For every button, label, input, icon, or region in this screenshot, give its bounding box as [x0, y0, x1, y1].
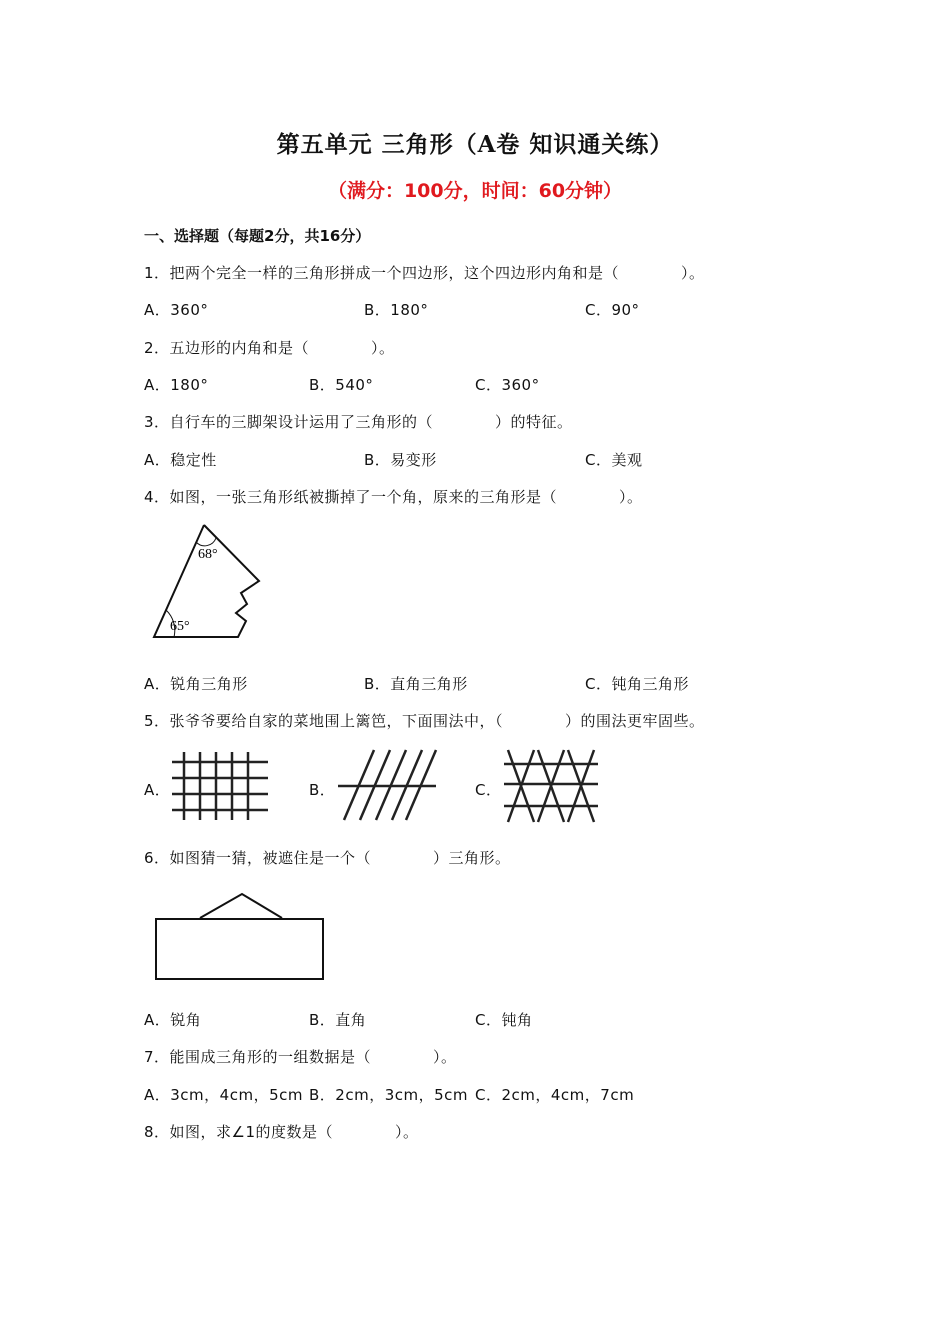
q1-option-a: A．360°	[144, 301, 209, 319]
covered-triangle-figure	[150, 888, 330, 986]
question-4-stem: 4．如图，一张三角形纸被撕掉了一个角，原来的三角形是（ ）。	[144, 488, 643, 506]
q7-option-c: C．2cm，4cm，7cm	[475, 1086, 635, 1104]
fence-grid-figure	[168, 748, 272, 824]
top-angle-arc	[196, 538, 216, 546]
fence-grid-lines	[172, 752, 268, 820]
q1-option-c: C．90°	[585, 301, 640, 319]
q5-option-b: B．	[309, 781, 336, 799]
question-8-stem: 8．如图，求∠1的度数是（ ）。	[144, 1123, 419, 1141]
q4-option-a: A．锐角三角形	[144, 675, 248, 693]
question-6-stem: 6．如图猜一猜，被遮住是一个（ ）三角形。	[144, 849, 511, 867]
bottom-angle-label: 65°	[170, 619, 190, 634]
q4-option-b: B．直角三角形	[364, 675, 468, 693]
q6-option-c: C．钝角	[475, 1011, 533, 1029]
visible-triangle-top	[200, 894, 282, 918]
q3-option-c: C．美观	[585, 451, 643, 469]
q2-option-b: B．540°	[309, 376, 374, 394]
top-angle-label: 68°	[198, 547, 218, 562]
q2-option-a: A．180°	[144, 376, 209, 394]
q6-option-a: A．锐角	[144, 1011, 202, 1029]
q5-option-c: C．	[475, 781, 502, 799]
page-title: 第五单元 三角形（A卷 知识通关练）	[276, 131, 674, 158]
page-subtitle: （满分：100分，时间：60分钟）	[327, 180, 623, 202]
fence-slanted-lines	[338, 750, 436, 820]
torn-triangle-figure	[148, 520, 268, 644]
q4-option-c: C．钝角三角形	[585, 675, 689, 693]
q1-option-b: B．180°	[364, 301, 429, 319]
fence-triangle-figure	[500, 748, 600, 824]
question-1-stem: 1．把两个完全一样的三角形拼成一个四边形，这个四边形内角和是（ ）。	[144, 264, 705, 282]
q5-option-a: A．	[144, 781, 171, 799]
fence-triangle-lines	[504, 750, 598, 822]
q7-option-a: A．3cm，4cm，5cm	[144, 1086, 303, 1104]
question-3-stem: 3．自行车的三脚架设计运用了三角形的（ ）的特征。	[144, 413, 573, 431]
section-heading: 一、选择题（每题2分，共16分）	[144, 227, 371, 245]
q7-option-b: B．2cm，3cm，5cm	[309, 1086, 468, 1104]
q6-option-b: B．直角	[309, 1011, 367, 1029]
question-2-stem: 2．五边形的内角和是（ ）。	[144, 339, 395, 357]
q2-option-c: C．360°	[475, 376, 540, 394]
covering-rectangle	[156, 919, 323, 979]
fence-slanted-figure	[334, 748, 440, 824]
q3-option-b: B．易变形	[364, 451, 437, 469]
question-5-stem: 5．张爷爷要给自家的菜地围上篱笆，下面围法中，（ ）的围法更牢固些。	[144, 712, 705, 730]
q3-option-a: A．稳定性	[144, 451, 217, 469]
question-7-stem: 7．能围成三角形的一组数据是（ ）。	[144, 1048, 457, 1066]
